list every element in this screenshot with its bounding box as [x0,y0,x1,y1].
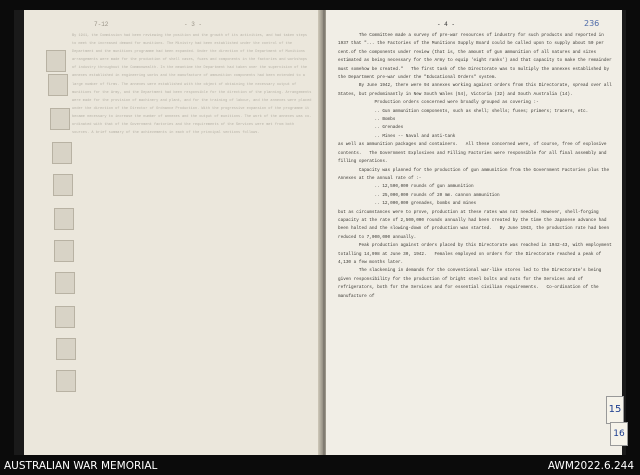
index-tab [50,108,70,130]
list-item: .. 12,500,000 rounds of gun ammunition [338,184,474,190]
scanned-document [14,10,626,455]
index-tab [54,240,74,262]
caption-bar [0,459,640,475]
index-tab [55,306,75,328]
index-tab [53,174,73,196]
accession-number: AWM2022.6.244 [547,460,634,472]
list-item: .. 25,000,000 rounds of 20 mm. cannon ammunition [338,192,500,198]
index-tab [56,370,76,392]
folio-stamp-number: 236 [584,19,600,28]
paragraph: The slackening in demands for the conventional war-like stores led to the Directorate's being given responsibility for the production of bright steel bolts and nuts for the Services and of refrigerators, both for the Services and for essential civilian requirements. Co-ordination of the manufacture of [338,268,604,299]
index-tab [54,208,74,230]
paragraph: Production orders concerned were broadly grouped as covering :- [338,100,539,106]
paragraph: as well as ammunition packages and containers. All these concerned were, of course, free of explosive contents. The Government Explosives and Filling Factories were responsible for all final assembly and filling operations. [338,142,610,165]
list-item: .. Mines -- Naval and anti-tank [338,133,456,139]
paragraph: Capacity was planned for the production of gun ammunition from the Government Factories plus the Annexes at the annual rate of :- [338,167,612,181]
index-tab [52,142,72,164]
list-item: .. Gun ammunition components, such as shell; shells; fuses; primers; tracers, etc. [338,108,589,114]
list-item: .. Bombs [338,117,396,123]
left-page-bleed-through-text: By 1941, the Commission had been reviewing the position and the growth of its activities, and had taken steps to meet the increased demand for munitions. The Ministry had been established under the control of the Department and the munitions programme had been expanded. Under the direction of the Department of Munitions arrangements were made for the production of shell cases, fuzes and components in the factories and workshops of industry throughout the Commonwealth. In the meantime the Department had taken over the supervision of the annexes established in engineering works and the manufacture of ammunition components had been extended to a large number of firms. The annexes were established with the object of obtaining the necessary output of munitions for the Army, and the Department had been responsible for the direction of the planning. Arrangements were made for the provision of machinery and plant, and for the training of labour, and the annexes were placed under the direction of the Director of Ordnance Production. With the progressive expansion of the programme it became necessary to increase the number of annexes and the output of munitions. The work of the annexes was co-ordinated with that of the Government factories and the requirements of the Services were met from both sources. A brief summary of the achievements in each of the principal sections follows. [72,34,314,136]
index-tab [48,74,68,96]
paragraph: Peak production against orders placed by this Directorate was reached in 1942-43, with employment totalling 14,998 at June 30, 1942. Females employed on orders for the Directorate reached a peak of 4,130 a few months later. [338,243,615,265]
list-item: .. Grenades [338,125,404,131]
page-marker-slip: 16 [610,422,628,446]
left-page [24,10,322,455]
index-tab [46,50,66,72]
left-page-label: 7-12 [94,21,109,28]
index-tab [55,272,75,294]
page-number: - 4 - [436,21,455,28]
left-page-number: - 3 - [184,21,203,28]
index-tab [56,338,76,360]
typed-text-body [338,32,614,301]
index-tabs [44,50,68,410]
right-page [326,10,625,455]
paragraph: The Committee made a survey of pre-war resources of industry for such products and reported in 1937 that "... the Factories of the Munitions Supply Board could be called upon to supply about 50 per cent.of the components under review (that is, the amount of gun ammunition of all natures and sizes estimated as being necessary for the Army to equip 'eight ranks') and that capacity to make the remainder must somehow be created." The first task of the Directorate was to multiply the annexes established by the Department pre-war under the "Educational Orders" system. [338,33,615,81]
paragraph: but as circumstances were to prove, production at these rates was not needed. However, shell-forging capacity at the rate of 2,500,000 rounds annually had been created by the time the Japanese advance had been halted and the slowing-down of production was started. By June 1943, the production rate had been reduced to 7,000,000 annually. [338,209,612,240]
paragraph: By June 1942, there were 94 annexes working against orders from this Directorate, spread over all States, but predominantly in New South Wales (54), Victoria (32) and South Australia (14). [338,83,615,97]
page-marker-slip: 15 [606,396,624,424]
institution-credit: AUSTRALIAN WAR MEMORIAL [4,460,158,472]
list-item: .. 12,000,000 grenades, bombs and mines [338,201,477,207]
